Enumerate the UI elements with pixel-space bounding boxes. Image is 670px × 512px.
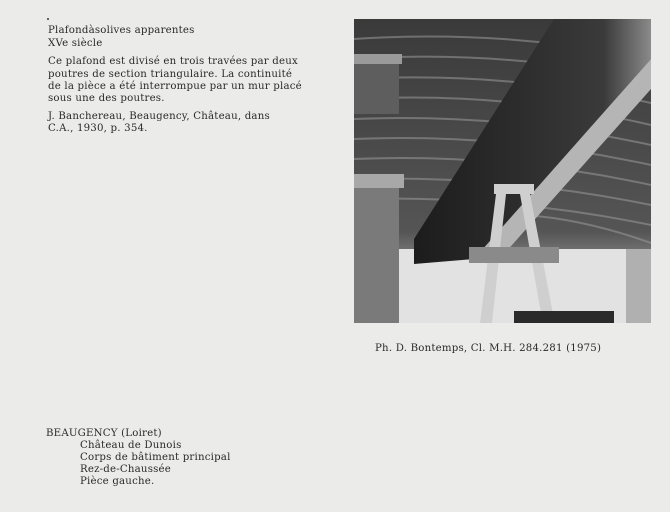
description-line: Ce plafond est divisé en trois travées par deux: [48, 56, 298, 67]
ceiling-beam-photo: [354, 19, 651, 323]
location-detail: Château de Dunois: [80, 440, 182, 451]
location-detail: Rez-de-Chaussée: [80, 464, 172, 475]
description-line: sous une des poutres.: [48, 93, 165, 104]
description-line: de la pièce a été interrompue par un mur placé: [48, 81, 302, 92]
location-commune: BEAUGENCY (Loiret): [46, 428, 162, 439]
card-century: XVe siècle: [48, 38, 103, 49]
location-detail: Corps de bâtiment principal: [80, 452, 231, 463]
reference-line: C.A., 1930, p. 354.: [48, 123, 148, 134]
photo-credit: Ph. D. Bontemps, Cl. M.H. 284.281 (1975): [375, 343, 602, 354]
ink-dot: [47, 18, 49, 20]
reference-line: J. Banchereau, Beaugency, Château, dans: [48, 111, 270, 122]
location-detail: Pièce gauche.: [80, 476, 155, 487]
card-title: Plafondàsolives apparentes: [48, 25, 195, 36]
description-line: poutres de section triangulaire. La continuité: [48, 69, 293, 80]
